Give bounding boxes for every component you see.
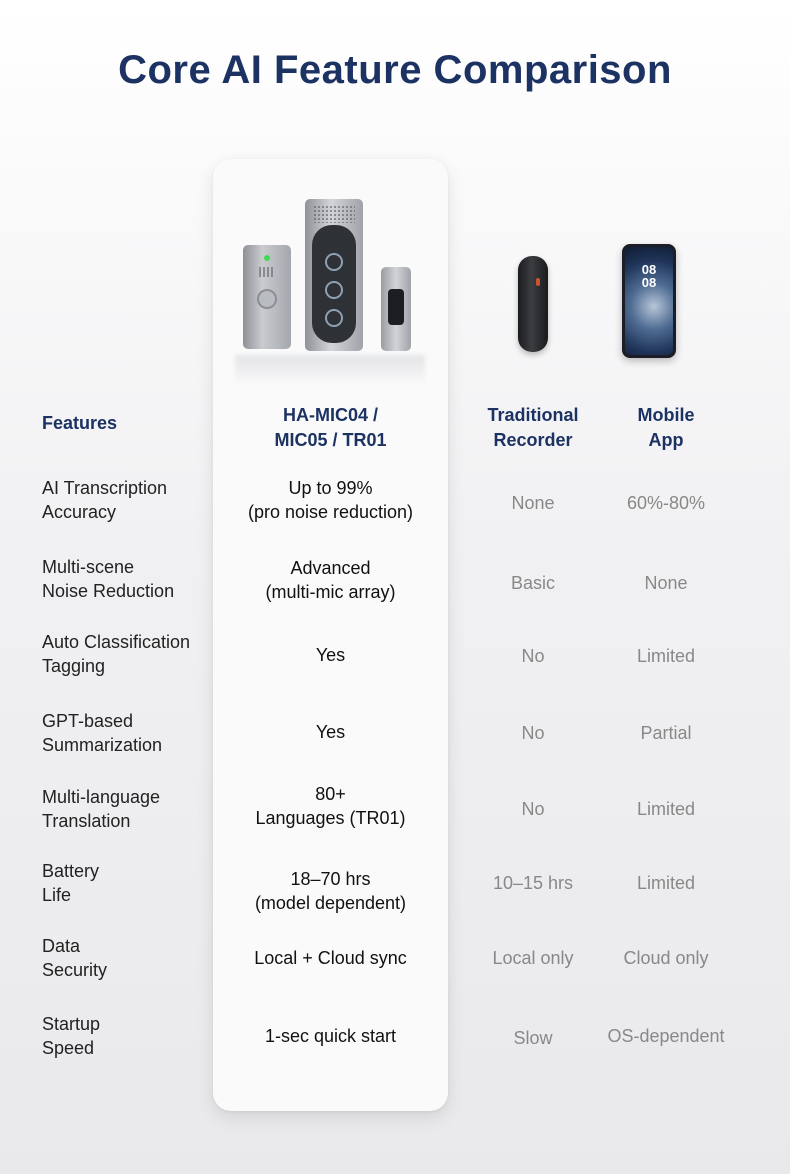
mode-icon: [325, 309, 343, 327]
main-value: [213, 946, 448, 970]
feature-label-line: Multi-language: [42, 787, 161, 807]
main-value-line: Up to 99%: [288, 478, 373, 498]
mobile-value: Limited: [636, 873, 696, 893]
main-value-line: (pro noise reduction): [247, 502, 414, 522]
feature-label-line: AI Transcription: [42, 478, 168, 498]
main-value: [213, 476, 448, 524]
mobile-value: OS-dependent: [607, 1026, 725, 1046]
feature-label: [42, 934, 212, 982]
main-value-line: 80+: [315, 784, 346, 804]
traditional-value: No: [521, 646, 545, 666]
traditional-value: No: [521, 723, 545, 743]
feature-label-line: Summarization: [42, 735, 163, 755]
header-mobile-app: [601, 403, 731, 453]
main-value-line: 1-sec quick start: [264, 1026, 397, 1046]
main-value-line: (multi-mic array): [265, 582, 396, 602]
feature-label-line: Data: [42, 936, 81, 956]
header-ha-mic-line2: MIC05 / TR01: [274, 430, 387, 450]
traditional-value: Local only: [492, 948, 574, 968]
ha-mic-products-image: [235, 195, 425, 390]
power-button-icon: [257, 289, 277, 309]
feature-label: [42, 555, 212, 603]
main-value: [213, 720, 448, 744]
main-value: [213, 556, 448, 604]
header-traditional-line1: Traditional: [487, 405, 579, 425]
main-value-line: Local + Cloud sync: [254, 948, 407, 968]
main-value-line: Yes: [315, 645, 346, 665]
header-ha-mic-line1: HA-MIC04 /: [282, 405, 378, 425]
feature-label-line: Security: [42, 960, 108, 980]
record-icon: [325, 281, 343, 299]
main-value: [213, 782, 448, 830]
phone-screen: [625, 247, 673, 355]
traditional-value: None: [511, 493, 555, 513]
feature-label-line: Life: [42, 885, 72, 905]
header-ha-mic: [213, 403, 448, 453]
feature-label-line: GPT-based: [42, 711, 134, 731]
feature-label-line: Tagging: [42, 656, 106, 676]
header-features: Features: [42, 413, 118, 433]
page-title: Core AI Feature Comparison: [118, 48, 672, 92]
led-indicator: [264, 255, 270, 261]
header-traditional-line2: Recorder: [493, 430, 573, 450]
language-icon: [325, 253, 343, 271]
clock-minute: 08: [641, 275, 657, 290]
feature-label: [42, 785, 212, 833]
main-value: [213, 867, 448, 915]
header-traditional-recorder: [468, 403, 598, 453]
mobile-value: Limited: [636, 799, 696, 819]
mobile-value: 60%-80%: [626, 493, 706, 513]
feature-label: [42, 630, 212, 678]
traditional-value: Slow: [513, 1028, 553, 1048]
header-mobile-line1: Mobile: [637, 405, 695, 425]
traditional-value: Basic: [510, 573, 555, 593]
reflection: [235, 355, 425, 385]
feature-label-line: Noise Reduction: [42, 581, 175, 601]
clock-hour: 08: [641, 262, 657, 277]
feature-label-line: Translation: [42, 811, 131, 831]
main-value-line: Languages (TR01): [255, 808, 406, 828]
main-value-line: Yes: [315, 722, 346, 742]
feature-label-line: Startup: [42, 1014, 101, 1034]
traditional-recorder-image: [518, 256, 548, 352]
mobile-phone-image: [622, 244, 676, 358]
feature-label: [42, 709, 212, 757]
record-dot: [536, 278, 540, 286]
speaker-grille: [313, 205, 355, 223]
traditional-value: 10–15 hrs: [492, 873, 574, 893]
mobile-value: None: [644, 573, 688, 593]
feature-label-line: Battery: [42, 861, 100, 881]
mic05-device: [305, 199, 363, 351]
main-value-line: Advanced: [290, 558, 371, 578]
feature-label-line: Accuracy: [42, 502, 117, 522]
tr01-device: [381, 267, 411, 351]
header-mobile-line2: App: [648, 430, 684, 450]
main-value: [213, 643, 448, 667]
feature-label: [42, 1012, 212, 1060]
feature-label-line: Speed: [42, 1038, 95, 1058]
feature-label: [42, 476, 212, 524]
mic-grille: [259, 267, 275, 277]
mobile-value: Cloud only: [623, 948, 709, 968]
main-value-line: 18–70 hrs: [290, 869, 371, 889]
mic04-device: [243, 245, 291, 349]
control-panel: [312, 225, 356, 343]
phone-clock: [625, 263, 673, 289]
main-value-line: (model dependent): [254, 893, 407, 913]
main-value: [213, 1024, 448, 1048]
mobile-value: Limited: [636, 646, 696, 666]
mobile-value: Partial: [640, 723, 692, 743]
feature-label: [42, 859, 212, 907]
device-screen: [388, 289, 404, 325]
feature-label-line: Multi-scene: [42, 557, 135, 577]
feature-label-line: Auto Classification: [42, 632, 191, 652]
traditional-value: No: [521, 799, 545, 819]
